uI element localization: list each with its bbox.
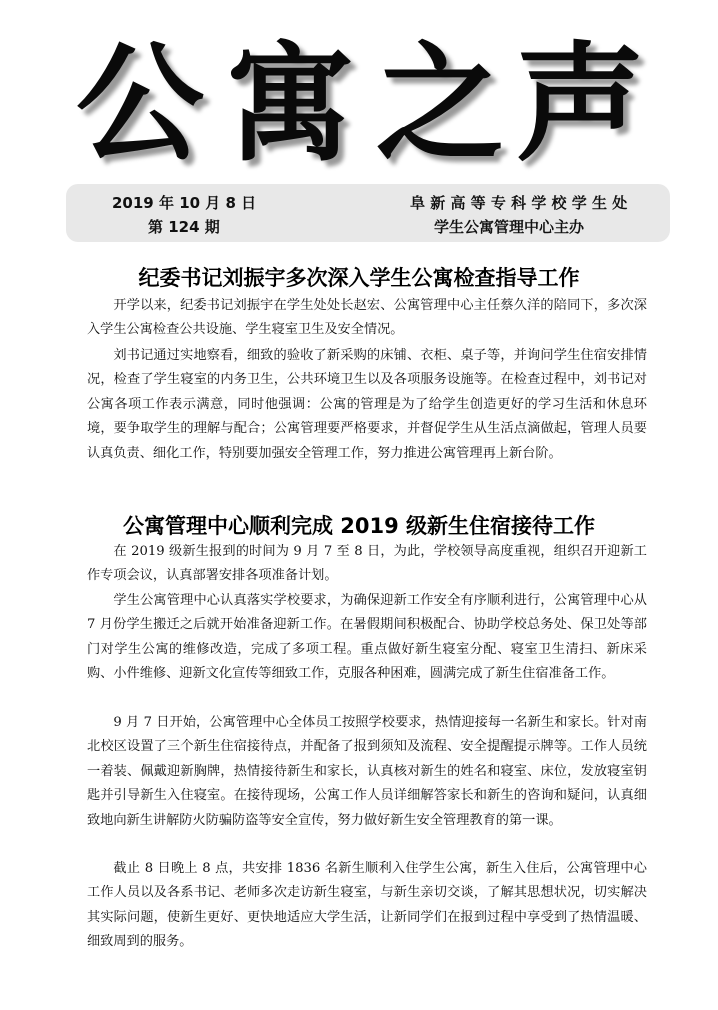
organizer: 学生公寓管理中心主办 (434, 218, 585, 236)
issue-date: 2019 年 10 月 8 日 (112, 194, 257, 212)
masthead-char-4: 声 (515, 29, 644, 179)
article-1-title: 纪委书记刘振宇多次深入学生公寓检查指导工作 (138, 266, 580, 290)
issue-number: 第 124 期 (148, 218, 220, 236)
article-2-paragraph-3: 9 月 7 日开始，公寓管理中心全体员工按照学校要求，热情迎接每一名新生和家长。针对南北校区设置了三个新生住宿接待点，并配备了报到须知及流程、安全提醒提示牌等。工作人员统一着装、佩戴迎新胸牌，热情接待新生和家长，认真核对新生的姓名和寝室、床位，发放寝室钥匙并引导新生入住寝室。在接待现场，公寓工作人员详细解答家长和新生的咨询和疑问，认真细致地向新生讲解防火防骗防盗等安全宣传，努力做好新生安全管理教育的第一课。 (87, 715, 647, 828)
masthead-char-2: 寓 (225, 29, 354, 179)
masthead-title (60, 20, 660, 185)
masthead-char-3: 之 (375, 29, 504, 179)
article-2-paragraph-1: 在 2019 级新生报到的时间为 9 月 7 至 8 日，为此，学校领导高度重视，组织召开迎新工作专项会议，认真部署安排各项准备计划。 (87, 544, 647, 584)
article-1-paragraph-2: 刘书记通过实地察看，细致的验收了新采购的床铺、衣柜、桌子等，并询问学生住宿安排情况，检查了学生寝室的内务卫生，公共环境卫生以及各项服务设施等。在检查过程中，刘书记对公寓各项工作表示满意，同时他强调：公寓的管理是为了给学生创造更好的学习生活和休息环境，要争取学生的理解与配合；公寓管理要严格要求，并督促学生从生活点滴做起，管理人员要认真负责、细化工作，特别要加强安全管理工作，努力推进公寓管理再上新台阶。 (87, 348, 647, 461)
article-2-paragraph-4: 截止 8 日晚上 8 点，共安排 1836 名新生顺利入住学生公寓，新生入住后，公寓管理中心工作人员以及各系书记、老师多次走访新生寝室，与新生亲切交谈，了解其思想状况，切实解决其实际问题，使新生更好、更快地适应大学生活，让新同学们在报到过程中享受到了热情温暖、细致周到的服务。 (87, 861, 647, 950)
article-1-paragraph-1: 开学以来，纪委书记刘振宇在学生处处长赵宏、公寓管理中心主任蔡久洋的陪同下，多次深入学生公寓检查公共设施、学生寝室卫生及安全情况。 (87, 298, 647, 338)
publisher: 阜 新 高 等 专 科 学 校 学 生 处 (410, 194, 628, 212)
issue-info-bar (66, 184, 670, 242)
article-2-paragraph-2: 学生公寓管理中心认真落实学校要求，为确保迎新工作安全有序顺利进行，公寓管理中心从 7 月份学生搬迁之后就开始准备迎新工作。在暑假期间积极配合、协助学校总务处、保卫处等部门对学生公寓的维修改造，完成了多项工程。重点做好新生寝室分配、寝室卫生清扫、新床采购、小件维修、迎新文化宣传等细致工作，克服各种困难，圆满完成了新生住宿准备工作。 (87, 593, 647, 682)
article-2-title: 公寓管理中心顺利完成 2019 级新生住宿接待工作 (122, 514, 596, 538)
masthead-char-1: 公 (75, 29, 204, 179)
